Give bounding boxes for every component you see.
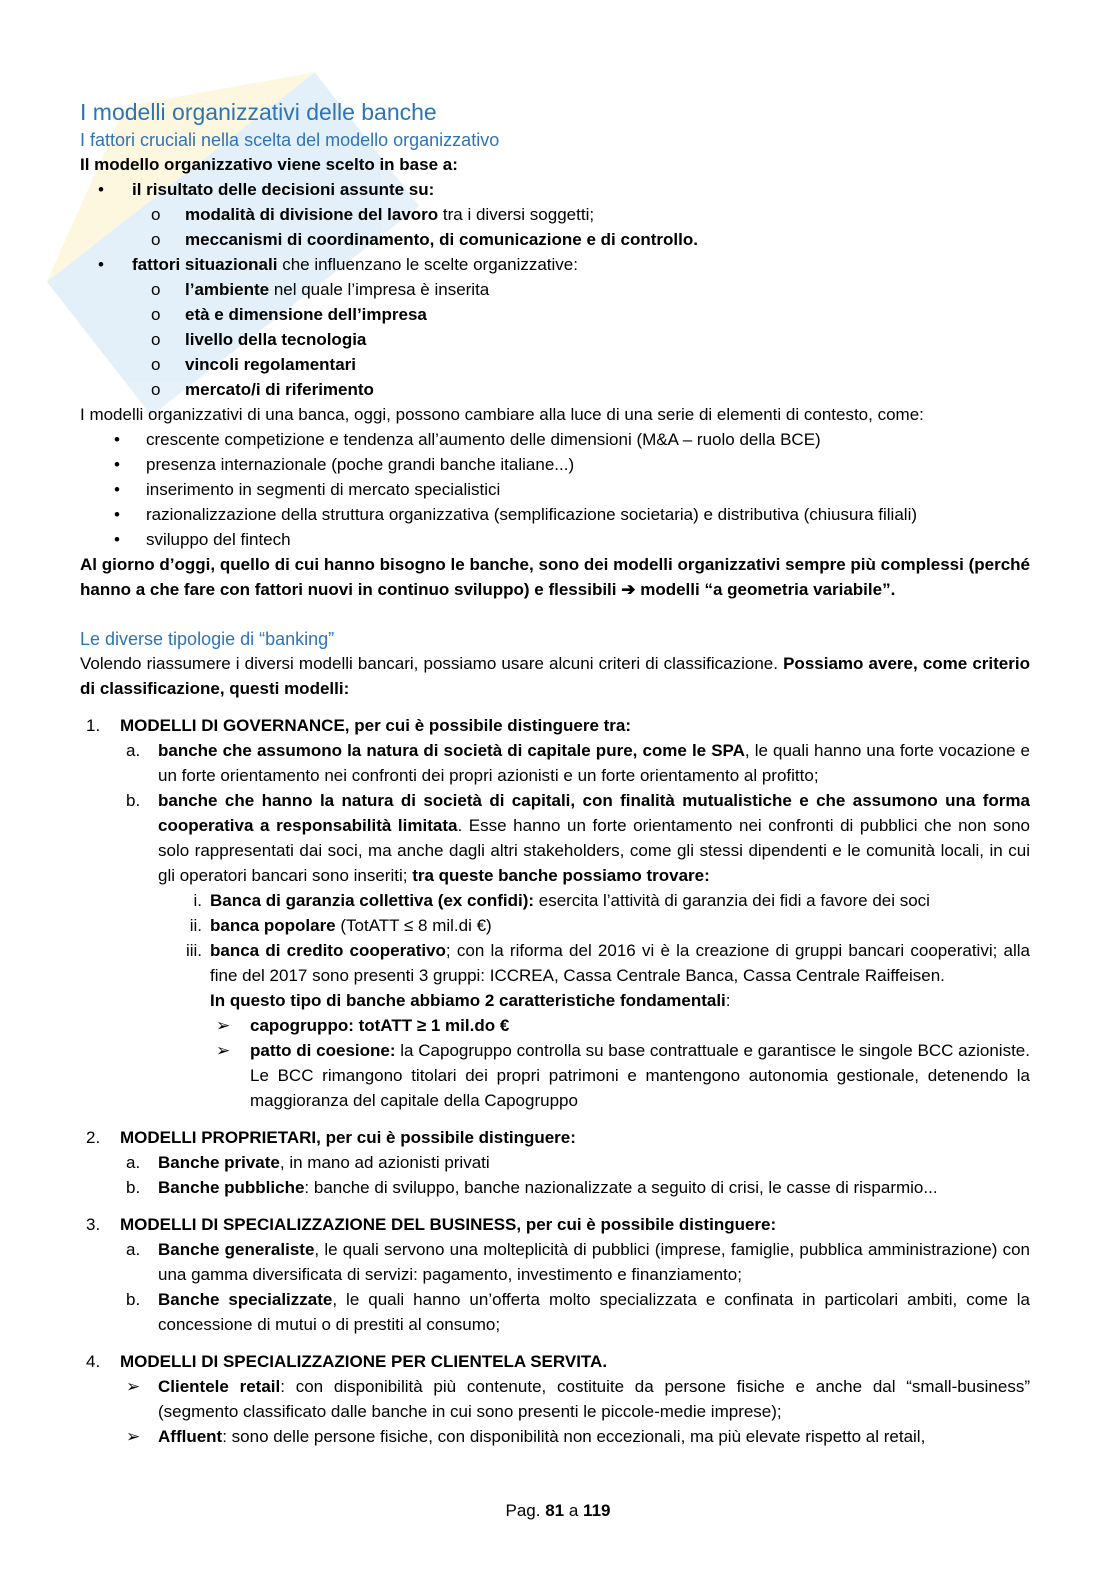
list-item: o modalità di divisione del lavoro tra i diversi soggetti; [80, 202, 1030, 227]
list-item: ➢ patto di coesione: la Capogruppo controlla su base contrattuale e garantisce le singole BCC azioniste. Le BCC rimangono titolari dei propri patrimoni e mantengono autonomia gestionale, detenendo la maggioranza del capitale della Capogruppo [80, 1038, 1030, 1113]
list-item: o livello della tecnologia [80, 327, 1030, 352]
paragraph: Al giorno d’oggi, quello di cui hanno bisogno le banche, sono dei modelli organizzativi sempre più complessi (perché hanno a che fare con fattori nuovi in continuo sviluppo) e flessibili ➔ modelli “a geometria variabile”. [80, 555, 1030, 599]
arrowhead-bullet-icon: ➢ [216, 1016, 231, 1035]
section-heading-banking: Le diverse tipologie di “banking” [80, 629, 335, 649]
list-item: ➢ capogruppo: totATT ≥ 1 mil.do € [80, 1013, 1030, 1038]
list-item: ➢ Affluent: sono delle persone fisiche, con disponibilità non eccezionali, ma più elevate rispetto al retail, [80, 1424, 1030, 1449]
page-footer: Pag. 81 a 119 [505, 1501, 611, 1520]
circle-bullet-icon: o [151, 230, 161, 249]
bullet-icon: • [114, 455, 120, 474]
paragraph: Volendo riassumere i diversi modelli bancari, possiamo usare alcuni criteri di classificazione. Possiamo avere, come criterio di classificazione, questi modelli: [80, 654, 1030, 698]
list-item: a. banche che assumono la natura di società di capitale pure, come le SPA, le quali hanno una forte vocazione e un forte orientamento nei confronti dei propri azionisti e un forte orientamento al profitto; [126, 741, 1031, 785]
list-item: b. banche che hanno la natura di società di capitali, con finalità mutualistiche e che assumono una forma cooperativa a responsabilità limitata. Esse hanno un forte orientamento nei confronti di pubblici che non sono solo rappresentati dai soci, ma anche dagli altri stakeholders, come gli stessi dipendenti e le comunità locali, in cui gli operatori bancari sono inseriti; tra queste banche possiamo trovare: [126, 791, 1030, 885]
circle-bullet-icon: o [151, 305, 161, 324]
bullet-icon: • [114, 430, 120, 449]
list-item: • inserimento in segmenti di mercato specialistici [80, 477, 1030, 502]
list-item: a. Banche private, in mano ad azionisti privati [126, 1153, 490, 1172]
bullet-icon: • [98, 180, 104, 199]
list-item: • presenza internazionale (poche grandi banche italiane...) [80, 452, 1030, 477]
list-item: 1. MODELLI DI GOVERNANCE, per cui è possibile distinguere tra: [86, 716, 632, 735]
list-item: • crescente competizione e tendenza all’aumento delle dimensioni (M&A – ruolo della BCE) [80, 427, 1030, 452]
list-item: a. Banche generaliste, le quali servono una molteplicità di pubblici (imprese, famiglie, pubblica amministrazione) con una gamma diversificata di servizi: pagamento, investimento e finanziamento; [126, 1240, 1030, 1284]
bullet-icon: • [98, 255, 104, 274]
page-total: 119 [583, 1501, 611, 1520]
list-item: o meccanismi di coordinamento, di comunicazione e di controllo. [80, 227, 1030, 252]
arrowhead-bullet-icon: ➢ [216, 1041, 231, 1060]
list-item: • fattori situazionali che influenzano le scelte organizzative: [80, 252, 1030, 277]
paragraph: In questo tipo di banche abbiamo 2 caratteristiche fondamentali: [210, 991, 731, 1010]
circle-bullet-icon: o [151, 330, 161, 349]
section-heading-fattori: I fattori cruciali nella scelta del modello organizzativo [80, 130, 500, 150]
list-item: 3. MODELLI DI SPECIALIZZAZIONE DEL BUSINESS, per cui è possibile distinguere: [86, 1215, 777, 1234]
circle-bullet-icon: o [151, 280, 161, 299]
paragraph: Il modello organizzativo viene scelto in base a: [80, 155, 458, 174]
circle-bullet-icon: o [151, 205, 161, 224]
arrowhead-bullet-icon: ➢ [126, 1377, 141, 1396]
bullet-icon: • [114, 505, 120, 524]
circle-bullet-icon: o [151, 380, 161, 399]
bullet-icon: • [114, 530, 120, 549]
list-item: • razionalizzazione della struttura organizzativa (semplificazione societaria) e distributiva (chiusura filiali) [80, 502, 1030, 527]
page-number: 81 [545, 1501, 565, 1520]
document-page [80, 96, 1030, 1449]
list-item: o l’ambiente nel quale l’impresa è inserita [80, 277, 1030, 302]
list-item: o vincoli regolamentari [80, 352, 1030, 377]
list-item: b. Banche specializzate, le quali hanno un’offerta molto specializzata e confinata in particolari ambiti, come la concessione di mutui o di prestiti al consumo; [126, 1290, 1031, 1334]
list-item: iii. banca di credito cooperativo; con la riforma del 2016 vi è la creazione di gruppi bancari cooperativi; alla fine del 2017 sono presenti 3 gruppi: ICCREA, Cassa Centrale Banca, Cassa Centrale Raiffeisen. [185, 941, 1030, 985]
list-item: 2. MODELLI PROPRIETARI, per cui è possibile distinguere: [86, 1128, 576, 1147]
list-item: • il risultato delle decisioni assunte su: [80, 177, 1030, 202]
list-item: ➢ Clientele retail: con disponibilità più contenute, costituite da persone fisiche e anche dal “small-business” (segmento classificato dalle banche in cui sono presenti le piccole-medie imprese); [80, 1374, 1030, 1424]
arrowhead-bullet-icon: ➢ [126, 1427, 141, 1446]
list-item: ii. banca popolare (TotATT ≤ 8 mil.di €) [189, 916, 492, 935]
bullet-icon: • [114, 480, 120, 499]
list-item: o mercato/i di riferimento [80, 377, 1030, 402]
circle-bullet-icon: o [151, 355, 161, 374]
paragraph: I modelli organizzativi di una banca, oggi, possono cambiare alla luce di una serie di elementi di contesto, come: [80, 405, 924, 424]
arrow-right-icon: ➔ [621, 580, 636, 599]
list-item: i. Banca di garanzia collettiva (ex confidi): esercita l’attività di garanzia dei fidi a favore dei soci [193, 891, 930, 910]
list-item: • sviluppo del fintech [80, 527, 1030, 552]
list-item: b. Banche pubbliche: banche di sviluppo, banche nazionalizzate a seguito di crisi, le casse di risparmio... [126, 1178, 938, 1197]
page-title: I modelli organizzativi delle banche [80, 99, 437, 125]
list-item: 4. MODELLI DI SPECIALIZZAZIONE PER CLIENTELA SERVITA. [86, 1352, 608, 1371]
list-item: o età e dimensione dell’impresa [80, 302, 1030, 327]
